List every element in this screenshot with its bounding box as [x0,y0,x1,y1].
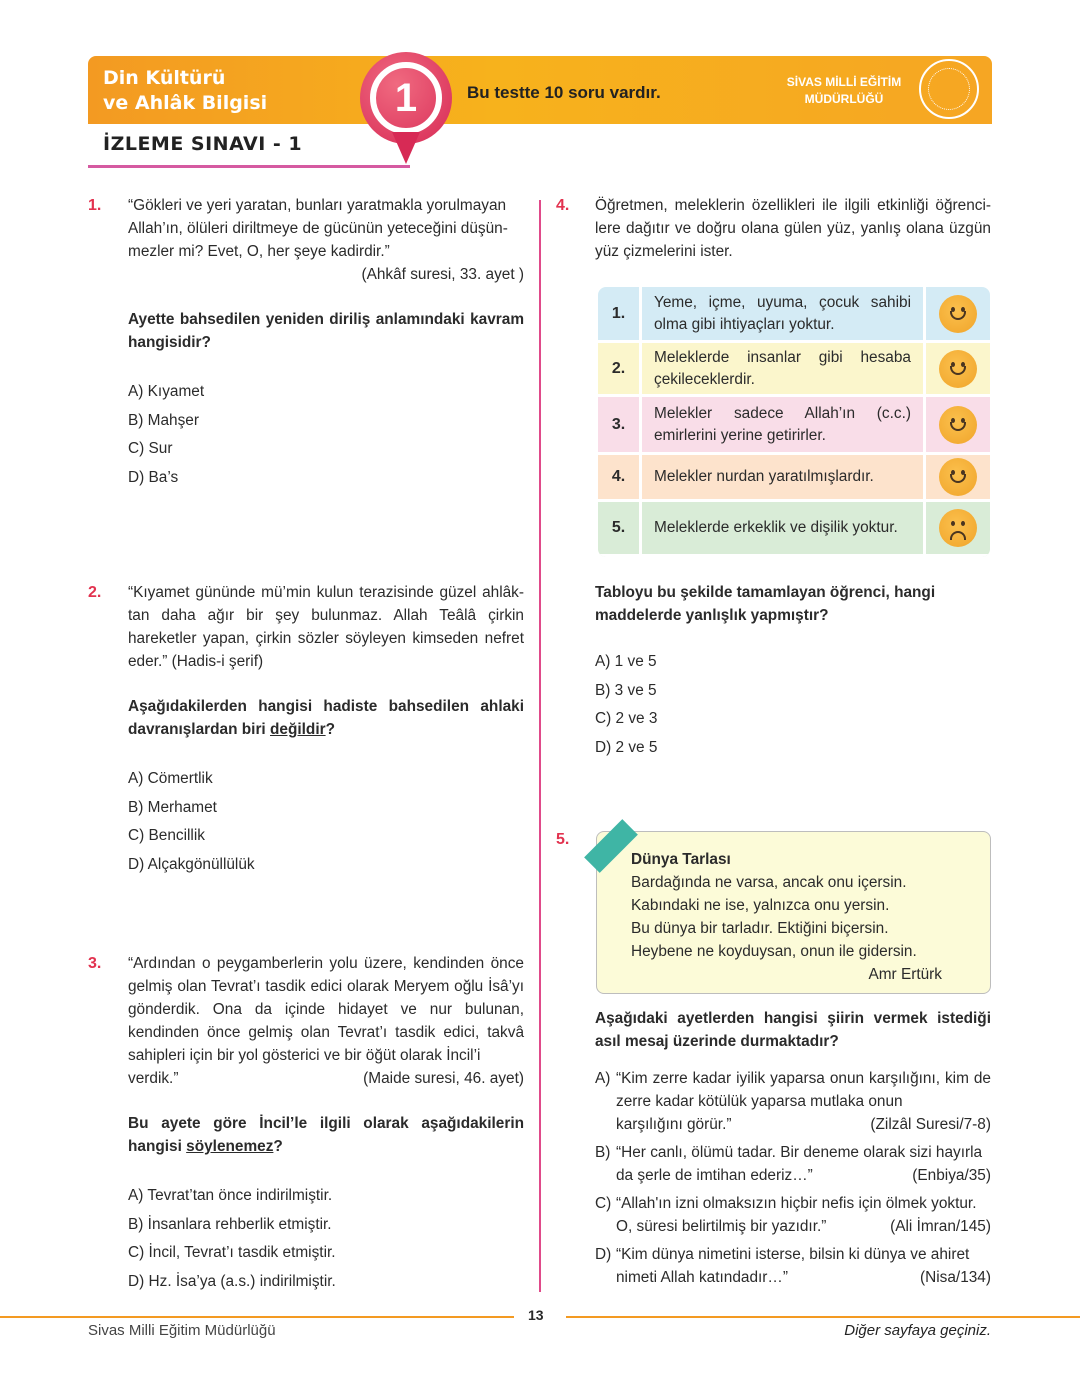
row-number: 4. [598,455,642,499]
option-text-end: da şerle de imtihan ederiz…” [616,1167,813,1184]
table-row [598,343,990,397]
organization-name [776,74,912,108]
option-b[interactable] [595,1141,991,1187]
option-a[interactable]: A) Cömertlik [128,770,213,787]
option-c[interactable]: C) 2 ve 3 [595,710,658,727]
option-text: “Kim zerre kadar iyilik yaparsa onun karşılığını, kim de zerre kadar kötülük yaparsa mutlaka onun [616,1070,991,1110]
row-number: 1. [598,287,642,340]
footer-publisher: Sivas Milli Eğitim Müdürlüğü [88,1322,276,1339]
option-text-end: nimeti Allah katındadır…” [616,1269,788,1286]
option-letter: D) [595,1246,612,1263]
row-number: 5. [598,502,642,554]
sad-face-icon [939,509,977,547]
question-stem: Tabloyu bu şekilde tamamlayan öğrenci, hangi maddelerde yanlışlık yapmıştır? [595,584,936,624]
smiley-face-icon [939,295,977,333]
poem-line: Heybene ne koyduysan, onun ile gidersin. [631,943,917,960]
footer-line-right [566,1316,1080,1318]
row-face [926,343,990,394]
option-a[interactable]: A) Tevrat’tan önce indirilmiştir. [128,1187,333,1204]
footer-next-page: Diğer sayfaya geçiniz. [844,1322,991,1339]
source-citation: (Ahkâf suresi, 33. ayet ) [361,266,524,283]
row-number: 3. [598,397,642,452]
row-face [926,455,990,499]
row-statement [642,397,926,452]
option-source: (Ali İmran/145) [890,1218,991,1235]
poem-line: Bu dünya bir tarladır. Ektiğini biçersin. [631,920,889,937]
option-source: (Nisa/134) [920,1269,991,1286]
row-face [926,502,990,554]
row-face [926,287,990,340]
row-statement [642,502,926,554]
option-c[interactable]: C) Bencillik [128,827,205,844]
statement-text: Meleklerde insanlar gibi hesaba çekileceklerdir. [654,348,911,388]
angel-properties-table [598,287,990,557]
option-text: “Kim dünya nimetini isterse, bilsin ki dünya ve ahiret [616,1246,970,1263]
subject-line-1: Din Kültürü [103,67,226,89]
question-number: 3. [88,955,102,972]
question-stem: Ayette bahsedilen yeniden diriliş anlamındaki kavram hangisidir? [128,311,524,351]
table-row [598,397,990,455]
text-line: mezler mi? Evet, O, her şeye kadirdir.” [128,243,390,260]
stem-text: Aşağıdakilerden hangisi hadiste bahsedilen ahlaki davranışlardan biri [128,698,524,738]
statement-text: Melekler nurdan yaratılmışlardır. [654,468,874,485]
test-number: 1 [370,62,442,134]
org-line-1: SİVAS MİLLİ EĞİTİM [786,75,902,89]
option-a[interactable]: A) 1 ve 5 [595,653,657,670]
table-row [598,502,990,557]
poem-line: Bardağında ne varsa, ancak onu içersin. [631,874,907,891]
option-d[interactable]: D) Hz. İsa’ya (a.s.) indirilmiştir. [128,1272,336,1290]
stem-text: Bu ayete göre İncil’le ilgili olarak aşağıdakilerin hangisi [128,1115,524,1155]
text-line: Allah’ın, ölüleri diriltmeye de gücünün yeteceğini düşün- [128,220,508,237]
source-citation: (Maide suresi, 46. ayet) [363,1070,524,1087]
option-d[interactable]: D) Ba’s [128,468,179,486]
option-text-end: karşılığını görür.” [616,1116,732,1133]
smiley-face-icon [939,458,977,496]
option-letter: C) [595,1195,612,1212]
question-count: Bu testte 10 soru vardır. [467,83,661,102]
question-number: 5. [556,831,570,848]
row-face [926,397,990,452]
option-text: “Allah'ın izni olmaksızın hiçbir nefis için ölmek yoktur. [616,1195,977,1212]
text-last-line: verdik.” [128,1070,179,1087]
title-underline [88,165,410,168]
option-a[interactable]: A) Kıyamet [128,383,205,400]
column-divider [539,200,541,1292]
question-5-stem-block [595,1007,991,1294]
table-row [598,455,990,502]
poet-name: Amr Ertürk [868,966,942,983]
poem-line: Kabındaki ne ise, yalnızca onu yersin. [631,897,890,914]
option-source: (Enbiya/35) [912,1167,991,1184]
page-number: 13 [528,1307,544,1323]
row-number: 2. [598,343,642,394]
table-row [598,287,990,343]
org-line-2: MÜDÜRLÜĞÜ [804,92,884,106]
question-stem [128,695,524,741]
poem-title: Dünya Tarlası [631,851,731,868]
option-letter: A) [595,1070,611,1087]
row-statement [642,343,926,394]
text-line: “Gökleri ve yeri yaratan, bunları yaratmakla yorulmayan [128,197,507,214]
option-c[interactable]: C) İncil, Tevrat’ı tasdik etmiştir. [128,1244,336,1261]
option-a[interactable] [595,1067,991,1136]
row-statement [642,455,926,499]
option-b[interactable]: B) Mahşer [128,411,199,429]
question-text [128,952,524,1067]
option-source: (Zilzâl Suresi/7-8) [870,1116,991,1133]
statement-text: Meleklerde erkeklik ve dişilik yoktur. [654,519,898,536]
question-text [128,194,524,263]
stem-end: ? [273,1138,283,1155]
option-b[interactable]: B) İnsanlara rehberlik etmiştir. [128,1215,332,1233]
statement-text: Melekler sadece Allah’ın (c.c.) emirlerini yerine getirirler. [654,404,911,444]
question-stem: Aşağıdaki ayetlerden hangisi şiirin vermek istediği asıl mesaj üzerinde durmaktadır? [595,1010,991,1050]
footer-line-left [0,1316,514,1318]
question-text: Öğretmen, meleklerin özellikleri ile ilgili etkinliği öğrenci-lere dağıtır ve doğru olana gülen yüz, yanlış olana üzgün yüz çizmelerini ister. [595,197,991,260]
option-text-end: O, süresi belirtilmiş bir yazıdır.” [616,1218,827,1235]
option-b[interactable]: B) Merhamet [128,798,217,816]
question-number: 2. [88,584,102,601]
poem-box [596,831,991,994]
option-d[interactable]: D) Alçakgönüllülük [128,855,255,873]
question-number: 4. [556,197,570,214]
option-b[interactable]: B) 3 ve 5 [595,681,657,699]
text-body: “Ardından o peygamberlerin yolu üzere, kendinden önce gelmiş olan Tevrat’ı tasdik edici olarak Meryem oğlu İsâ’yı gönderdik. Ona da içinde hidayet ve nur bulunan, kendinden önce gelmiş olan Tevrat’ı tasdik edici, takvâ sahipleri için bir yol gösterici ve bir öğüt olarak İncil’i [128,955,524,1064]
subject-line-2: ve Ahlâk Bilgisi [103,92,268,114]
option-text: “Her canlı, ölümü tadar. Bir deneme olarak sizi hayırla [616,1144,983,1161]
question-text: “Kıyamet gününde mü’min kulun terazisinde güzel ahlâk-tan daha ağır bir şey bulunmaz. Allah Teâlâ çirkin hareketler yapan, çirkin sözler söyleyen kimseden nefret eder.” (Hadis-i şerif) [128,584,524,670]
question-stem [128,1112,524,1158]
statement-text: Yeme, içme, uyuma, çocuk sahibi olma gibi ihtiyaçları yoktur. [654,293,911,333]
stem-end: ? [325,721,335,738]
smiley-face-icon [939,406,977,444]
stem-emphasis: değildir [270,721,326,738]
question-4-stem-block [595,581,991,764]
subject-title [103,66,267,116]
option-c[interactable] [595,1192,991,1238]
test-number-pin [360,52,452,144]
smiley-face-icon [939,350,977,388]
row-statement [642,287,926,340]
stem-emphasis: söylenemez [186,1138,274,1155]
exam-title: İZLEME SINAVI - 1 [103,133,303,155]
option-d[interactable] [595,1243,991,1289]
option-c[interactable]: C) Sur [128,440,173,457]
question-number: 1. [88,197,102,214]
ministry-seal-icon [919,59,979,119]
option-d[interactable]: D) 2 ve 5 [595,738,658,756]
option-letter: B) [595,1144,611,1161]
